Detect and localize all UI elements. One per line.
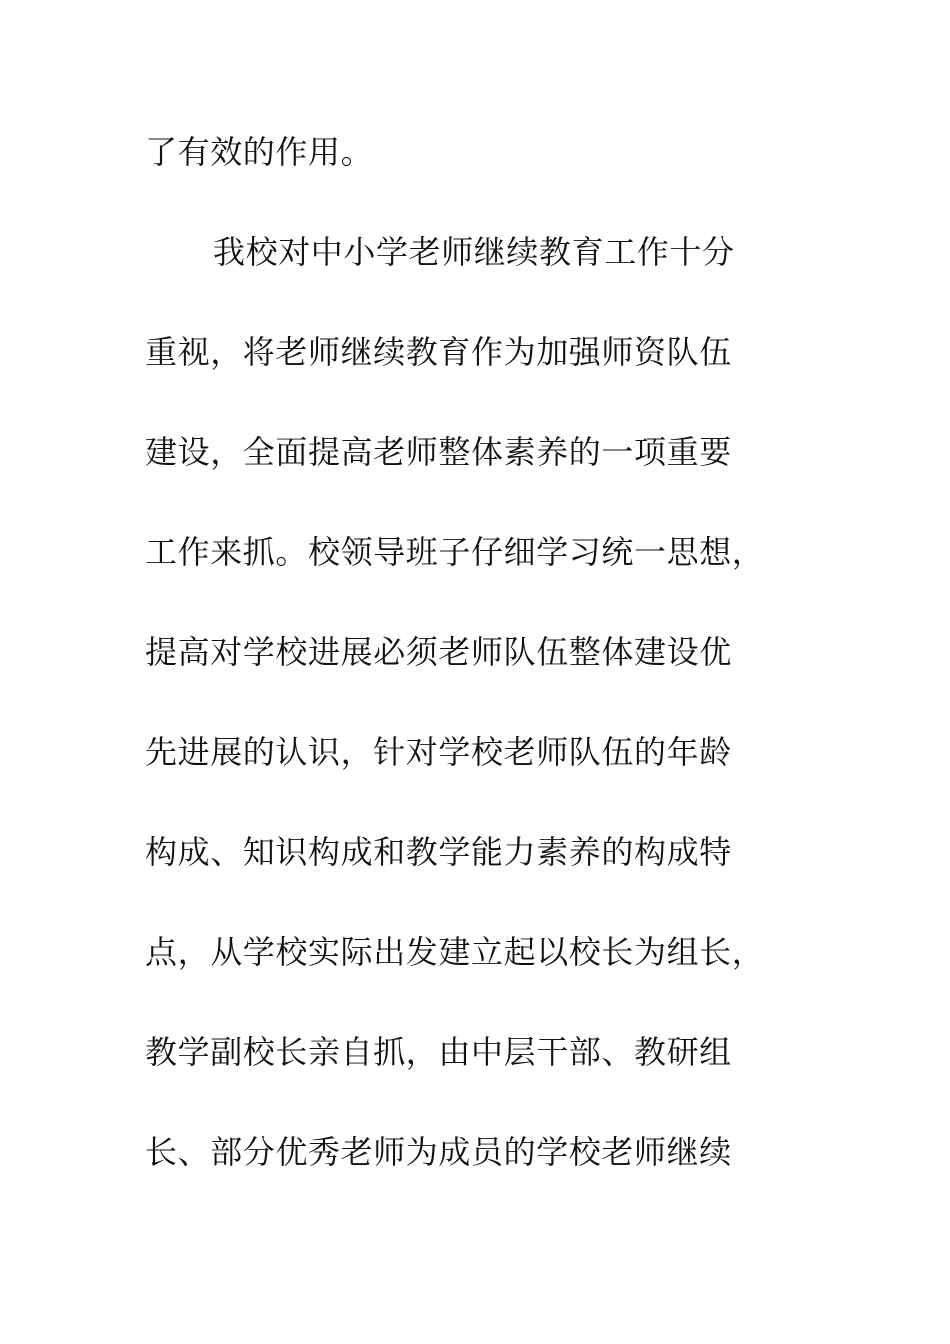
text-line: 重视，将老师继续教育作为加强师资队伍 [145, 333, 732, 371]
body-text [145, 122, 805, 1222]
text-line: 长、部分优秀老师为成员的学校老师继续 [145, 1133, 732, 1171]
text-line: 点，从学校实际出发建立起以校长为组长， [145, 933, 765, 971]
paragraph-first-line: 我校对中小学老师继续教育工作十分 [213, 233, 735, 271]
text-line: 教学副校长亲自抓，由中层干部、教研组 [145, 1033, 732, 1071]
text-line: 工作来抓。校领导班子仔细学习统一思想， [145, 533, 765, 571]
text-line: 构成、知识构成和教学能力素养的构成特 [145, 833, 732, 871]
text-line: 先进展的认识，针对学校老师队伍的年龄 [145, 733, 732, 771]
text-line: 提高对学校进展必须老师队伍整体建设优 [145, 633, 732, 671]
text-line: 建设，全面提高老师整体素养的一项重要 [145, 433, 732, 471]
text-line: 了有效的作用。 [145, 133, 374, 171]
